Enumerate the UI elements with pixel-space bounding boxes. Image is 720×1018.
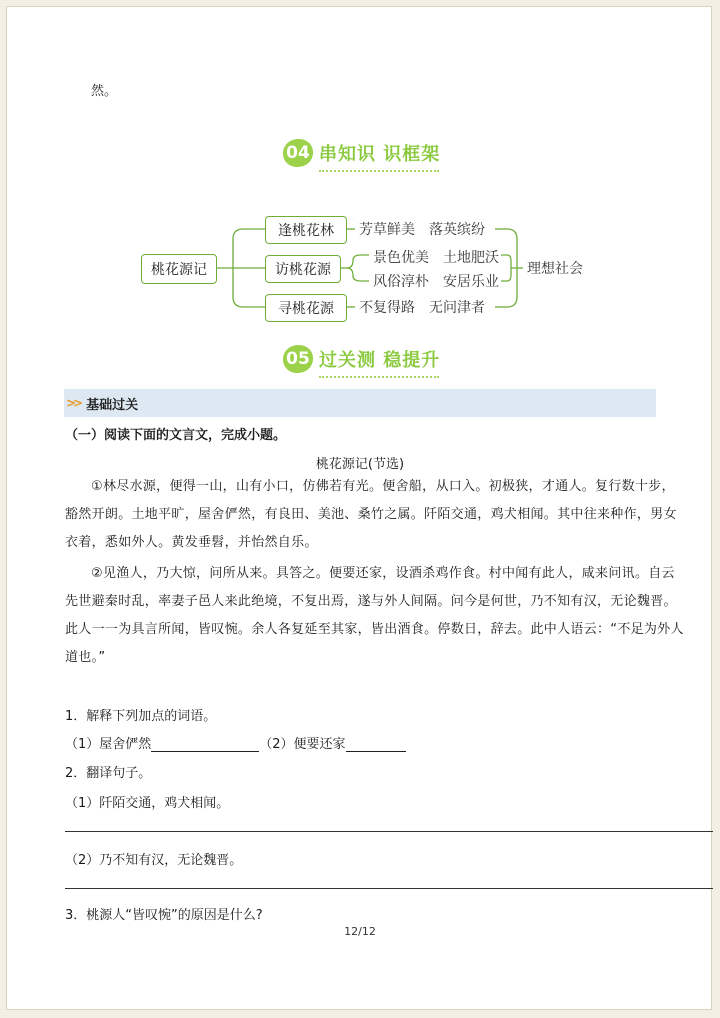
answer-blank-2[interactable] — [346, 737, 406, 752]
passage-paragraph-2 — [65, 560, 684, 672]
question-3: 3．桃源人“皆叹惋”的原因是什么? — [65, 908, 263, 923]
question-2: 2．翻译句子。 — [65, 766, 152, 781]
passage-line: 豁然开朗。土地平旷，屋舍俨然，有良田、美池、桑竹之属。阡陌交通，鸡犬相闻。其中往来种作，男女 — [65, 507, 677, 522]
mindmap-branch-2: 访桃花源 — [265, 255, 341, 283]
document-page — [6, 6, 712, 1010]
mindmap-connectors — [7, 7, 713, 337]
mindmap-root: 桃花源记 — [141, 254, 217, 284]
mindmap-branch-1: 逢桃花林 — [265, 216, 347, 244]
mindmap-detail-3: 不复得路 无问津者 — [359, 300, 485, 316]
answer-blank-1[interactable] — [151, 737, 259, 752]
section-04-title: 串知识 识框架 — [319, 144, 441, 165]
section-05-header — [283, 345, 440, 373]
band-label: 基础过关 — [86, 397, 139, 413]
passage-line: 先世避秦时乱，率妻子邑人来此绝境，不复出焉，遂与外人间隔。问今是何世，乃不知有汉，无论魏晋。 — [65, 594, 677, 609]
passage-line: ①林尽水源，便得一山，山有小口，仿佛若有光。便舍船，从口入。初极狭，才通人。复行数十步， — [91, 479, 675, 494]
section-05-title: 过关测 稳提升 — [319, 350, 441, 371]
section-05-badge: 05 — [283, 345, 313, 373]
mindmap-detail-1: 芳草鲜美 落英缤纷 — [359, 222, 485, 238]
passage-paragraph-1 — [65, 473, 677, 557]
section-05-dotted-rule — [319, 376, 439, 378]
mindmap-detail-2a: 景色优美 土地肥沃 — [373, 250, 499, 266]
question-1-item-2: （2）便要还家 — [259, 737, 346, 752]
passage-line: 此人一一为具言所闻，皆叹惋。余人各复延至其家，皆出酒食。停数日，辞去。此中人语云：“不足为外人 — [65, 622, 684, 637]
top-text-fragment: 然。 — [91, 84, 118, 99]
mindmap-conclusion: 理想社会 — [527, 261, 583, 277]
double-chevron-icon: >> — [66, 396, 81, 410]
question-1-items — [65, 733, 406, 752]
answer-line-1[interactable] — [65, 831, 713, 832]
question-1: 1．解释下列加点的词语。 — [65, 709, 217, 724]
mindmap-branch-3: 寻桃花源 — [265, 294, 347, 322]
question-2-item-1: （1）阡陌交通，鸡犬相闻。 — [65, 796, 230, 811]
passage-title: 桃花源记(节选) — [315, 457, 405, 472]
page-number: 12/12 — [344, 925, 376, 938]
question-group-heading: （一）阅读下面的文言文，完成小题。 — [65, 428, 287, 443]
answer-line-2[interactable] — [65, 888, 713, 889]
passage-line: ②见渔人，乃大惊，问所从来。具答之。便要还家，设酒杀鸡作食。村中闻有此人，咸来问讯。自云 — [91, 566, 675, 581]
passage-line: 道也。” — [65, 650, 106, 665]
section-04-badge: 04 — [283, 139, 313, 167]
question-1-item-1: （1）屋舍俨然 — [65, 737, 152, 752]
question-2-item-2: （2）乃不知有汉，无论魏晋。 — [65, 853, 243, 868]
basic-level-band — [64, 389, 656, 417]
passage-line: 衣着，悉如外人。黄发垂髫，并怡然自乐。 — [65, 535, 318, 550]
mindmap-detail-2b: 风俗淳朴 安居乐业 — [373, 274, 499, 290]
